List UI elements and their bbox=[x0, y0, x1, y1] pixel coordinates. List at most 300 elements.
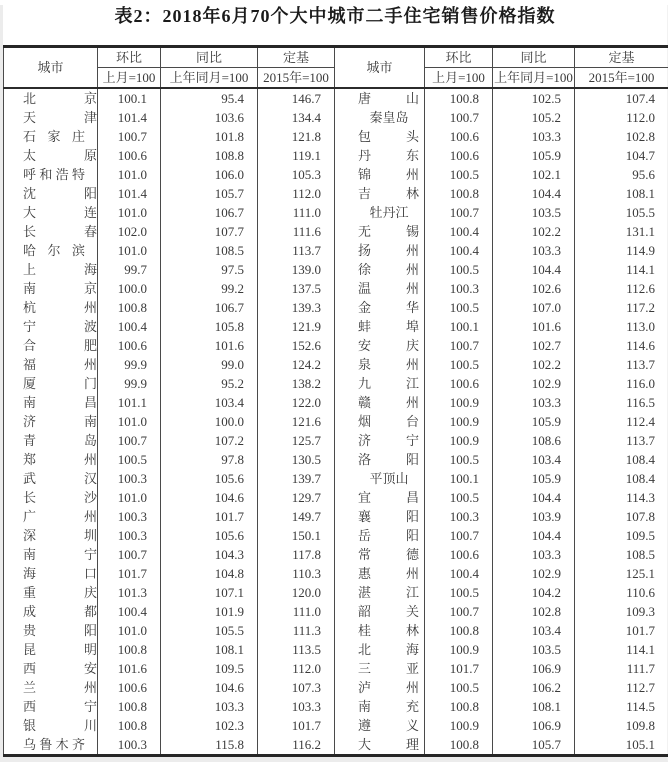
city-name: 唐 山 bbox=[358, 89, 419, 108]
value-cell: 104.2 bbox=[493, 583, 575, 602]
value-cell: 108.1 bbox=[575, 184, 668, 203]
value-cell: 105.9 bbox=[493, 469, 575, 488]
city-cell bbox=[4, 165, 98, 184]
value-cell: 101.1 bbox=[98, 393, 161, 412]
value-cell: 100.1 bbox=[425, 469, 493, 488]
value-cell: 100.8 bbox=[425, 697, 493, 716]
city-name: 西 安 bbox=[23, 659, 97, 678]
table-row bbox=[4, 678, 668, 697]
city-cell bbox=[335, 697, 425, 716]
city-name: 南 宁 bbox=[23, 545, 97, 564]
value-cell: 100.7 bbox=[425, 203, 493, 222]
city-cell bbox=[4, 469, 98, 488]
value-cell: 100.6 bbox=[425, 374, 493, 393]
city-name: 杭 州 bbox=[23, 298, 97, 317]
city-cell bbox=[4, 545, 98, 564]
value-cell: 101.0 bbox=[98, 203, 161, 222]
city-cell bbox=[335, 355, 425, 374]
city-name: 海 口 bbox=[23, 564, 97, 583]
city-name: 赣 州 bbox=[358, 393, 419, 412]
city-cell bbox=[4, 355, 98, 374]
value-cell: 109.5 bbox=[161, 659, 258, 678]
value-cell: 115.8 bbox=[161, 735, 258, 756]
city-cell bbox=[4, 507, 98, 526]
value-cell: 130.5 bbox=[258, 450, 335, 469]
value-cell: 139.0 bbox=[258, 260, 335, 279]
value-cell: 100.8 bbox=[98, 716, 161, 735]
city-name: 包 头 bbox=[358, 127, 419, 146]
city-name: 常 德 bbox=[358, 545, 419, 564]
value-cell: 113.7 bbox=[258, 241, 335, 260]
city-cell bbox=[335, 450, 425, 469]
city-cell bbox=[335, 393, 425, 412]
city-name: 蚌 埠 bbox=[358, 317, 419, 336]
value-cell: 107.1 bbox=[161, 583, 258, 602]
table-row bbox=[4, 526, 668, 545]
table-row bbox=[4, 355, 668, 374]
value-cell: 100.5 bbox=[425, 298, 493, 317]
value-cell: 108.5 bbox=[575, 545, 668, 564]
value-cell: 100.1 bbox=[98, 88, 161, 108]
city-cell bbox=[335, 564, 425, 583]
value-cell: 101.0 bbox=[98, 165, 161, 184]
city-cell bbox=[335, 507, 425, 526]
value-cell: 105.6 bbox=[161, 526, 258, 545]
value-cell: 102.2 bbox=[493, 222, 575, 241]
value-cell: 100.9 bbox=[425, 412, 493, 431]
city-name: 三 亚 bbox=[358, 659, 419, 678]
value-cell: 107.2 bbox=[161, 431, 258, 450]
city-cell bbox=[4, 412, 98, 431]
city-cell bbox=[335, 184, 425, 203]
table-row bbox=[4, 336, 668, 355]
value-cell: 109.8 bbox=[575, 716, 668, 735]
city-name: 泉 州 bbox=[358, 355, 419, 374]
value-cell: 101.6 bbox=[493, 317, 575, 336]
value-cell: 102.8 bbox=[493, 602, 575, 621]
city-name: 沈 阳 bbox=[23, 184, 97, 203]
city-name: 重 庆 bbox=[23, 583, 97, 602]
value-cell: 111.7 bbox=[575, 659, 668, 678]
value-cell: 105.3 bbox=[258, 165, 335, 184]
city-name: 九 江 bbox=[358, 374, 419, 393]
value-cell: 108.5 bbox=[161, 241, 258, 260]
header-mom-right: 环比 bbox=[425, 47, 493, 68]
value-cell: 100.3 bbox=[98, 735, 161, 756]
value-cell: 116.5 bbox=[575, 393, 668, 412]
value-cell: 100.7 bbox=[98, 545, 161, 564]
table-row bbox=[4, 393, 668, 412]
city-name: 湛 江 bbox=[358, 583, 419, 602]
value-cell: 106.7 bbox=[161, 298, 258, 317]
value-cell: 101.4 bbox=[98, 184, 161, 203]
city-cell bbox=[335, 735, 425, 756]
value-cell: 99.0 bbox=[161, 355, 258, 374]
city-cell bbox=[4, 298, 98, 317]
value-cell: 100.6 bbox=[425, 127, 493, 146]
value-cell: 100.4 bbox=[425, 564, 493, 583]
table-row bbox=[4, 146, 668, 165]
value-cell: 101.8 bbox=[161, 127, 258, 146]
value-cell: 100.9 bbox=[425, 431, 493, 450]
city-cell bbox=[335, 374, 425, 393]
value-cell: 103.5 bbox=[493, 640, 575, 659]
value-cell: 100.5 bbox=[425, 260, 493, 279]
city-cell bbox=[335, 526, 425, 545]
city-name: 牡 丹 江 bbox=[358, 203, 420, 222]
city-cell bbox=[4, 602, 98, 621]
value-cell: 100.6 bbox=[98, 336, 161, 355]
value-cell: 102.6 bbox=[493, 279, 575, 298]
value-cell: 100.3 bbox=[425, 279, 493, 298]
value-cell: 100.5 bbox=[425, 488, 493, 507]
city-cell bbox=[335, 583, 425, 602]
value-cell: 105.6 bbox=[161, 469, 258, 488]
page-title: 表2：2018年6月70个大中城市二手住宅销售价格指数 bbox=[3, 5, 667, 27]
city-cell bbox=[4, 431, 98, 450]
city-cell bbox=[335, 203, 425, 222]
value-cell: 104.7 bbox=[575, 146, 668, 165]
city-name: 安 庆 bbox=[358, 336, 419, 355]
value-cell: 112.4 bbox=[575, 412, 668, 431]
value-cell: 104.4 bbox=[493, 526, 575, 545]
value-cell: 105.9 bbox=[493, 146, 575, 165]
value-cell: 110.6 bbox=[575, 583, 668, 602]
city-name: 深 圳 bbox=[23, 526, 97, 545]
value-cell: 104.8 bbox=[161, 564, 258, 583]
city-name: 石 家 庄 bbox=[23, 127, 85, 146]
value-cell: 111.3 bbox=[258, 621, 335, 640]
value-cell: 110.3 bbox=[258, 564, 335, 583]
value-cell: 117.8 bbox=[258, 545, 335, 564]
table-row bbox=[4, 450, 668, 469]
city-name: 大 连 bbox=[23, 203, 97, 222]
city-cell bbox=[335, 602, 425, 621]
value-cell: 105.2 bbox=[493, 108, 575, 127]
header-fixed-base-left: 2015年=100 bbox=[258, 68, 335, 89]
value-cell: 101.7 bbox=[258, 716, 335, 735]
value-cell: 108.1 bbox=[161, 640, 258, 659]
value-cell: 101.4 bbox=[98, 108, 161, 127]
city-name: 温 州 bbox=[358, 279, 419, 298]
value-cell: 100.8 bbox=[425, 735, 493, 756]
value-cell: 105.5 bbox=[575, 203, 668, 222]
value-cell: 114.1 bbox=[575, 640, 668, 659]
city-name: 合 肥 bbox=[23, 336, 97, 355]
city-name: 韶 关 bbox=[358, 602, 419, 621]
header-mom-base-right: 上月=100 bbox=[425, 68, 493, 89]
value-cell: 100.9 bbox=[425, 716, 493, 735]
value-cell: 100.6 bbox=[425, 146, 493, 165]
value-cell: 139.7 bbox=[258, 469, 335, 488]
value-cell: 97.5 bbox=[161, 260, 258, 279]
value-cell: 107.4 bbox=[575, 88, 668, 108]
table-row bbox=[4, 488, 668, 507]
city-name: 南 昌 bbox=[23, 393, 97, 412]
city-cell bbox=[4, 393, 98, 412]
city-name: 平 顶 山 bbox=[358, 469, 420, 488]
table-row bbox=[4, 564, 668, 583]
value-cell: 108.8 bbox=[161, 146, 258, 165]
value-cell: 101.7 bbox=[425, 659, 493, 678]
city-cell bbox=[335, 298, 425, 317]
value-cell: 101.7 bbox=[161, 507, 258, 526]
value-cell: 102.8 bbox=[575, 127, 668, 146]
value-cell: 112.0 bbox=[575, 108, 668, 127]
value-cell: 105.8 bbox=[161, 317, 258, 336]
value-cell: 107.7 bbox=[161, 222, 258, 241]
value-cell: 104.4 bbox=[493, 260, 575, 279]
value-cell: 100.5 bbox=[425, 450, 493, 469]
value-cell: 120.0 bbox=[258, 583, 335, 602]
value-cell: 102.5 bbox=[493, 88, 575, 108]
value-cell: 152.6 bbox=[258, 336, 335, 355]
value-cell: 113.0 bbox=[575, 317, 668, 336]
city-name: 南 充 bbox=[358, 697, 419, 716]
header-yoy-right: 同比 bbox=[493, 47, 575, 68]
city-name: 南 京 bbox=[23, 279, 97, 298]
value-cell: 101.6 bbox=[161, 336, 258, 355]
value-cell: 106.0 bbox=[161, 165, 258, 184]
city-cell bbox=[335, 431, 425, 450]
value-cell: 114.9 bbox=[575, 241, 668, 260]
value-cell: 138.2 bbox=[258, 374, 335, 393]
city-cell bbox=[4, 678, 98, 697]
city-cell bbox=[335, 545, 425, 564]
value-cell: 100.6 bbox=[98, 678, 161, 697]
value-cell: 100.4 bbox=[425, 241, 493, 260]
value-cell: 99.9 bbox=[98, 355, 161, 374]
city-name: 扬 州 bbox=[358, 241, 419, 260]
value-cell: 106.7 bbox=[161, 203, 258, 222]
value-cell: 125.7 bbox=[258, 431, 335, 450]
value-cell: 100.0 bbox=[98, 279, 161, 298]
value-cell: 100.5 bbox=[98, 450, 161, 469]
table-row bbox=[4, 507, 668, 526]
city-cell bbox=[335, 659, 425, 678]
value-cell: 111.0 bbox=[258, 602, 335, 621]
header-yoy-base-right: 上年同月=100 bbox=[493, 68, 575, 89]
city-name: 贵 阳 bbox=[23, 621, 97, 640]
city-name: 泸 州 bbox=[358, 678, 419, 697]
header-fixed-base-right: 2015年=100 bbox=[575, 68, 668, 89]
value-cell: 114.1 bbox=[575, 260, 668, 279]
value-cell: 100.9 bbox=[425, 640, 493, 659]
city-name: 长 春 bbox=[23, 222, 97, 241]
value-cell: 108.4 bbox=[575, 450, 668, 469]
value-cell: 103.3 bbox=[161, 697, 258, 716]
value-cell: 100.8 bbox=[98, 697, 161, 716]
value-cell: 149.7 bbox=[258, 507, 335, 526]
value-cell: 105.7 bbox=[161, 184, 258, 203]
value-cell: 101.0 bbox=[98, 621, 161, 640]
table-row bbox=[4, 412, 668, 431]
value-cell: 113.7 bbox=[575, 355, 668, 374]
city-cell bbox=[4, 260, 98, 279]
value-cell: 103.3 bbox=[258, 697, 335, 716]
value-cell: 103.4 bbox=[161, 393, 258, 412]
value-cell: 105.9 bbox=[493, 412, 575, 431]
table-row bbox=[4, 602, 668, 621]
value-cell: 108.1 bbox=[493, 697, 575, 716]
value-cell: 100.5 bbox=[425, 355, 493, 374]
table-row bbox=[4, 469, 668, 488]
table-row bbox=[4, 184, 668, 203]
city-cell bbox=[4, 640, 98, 659]
city-name: 金 华 bbox=[358, 298, 419, 317]
city-cell bbox=[335, 336, 425, 355]
value-cell: 101.0 bbox=[98, 241, 161, 260]
value-cell: 106.9 bbox=[493, 659, 575, 678]
table-header bbox=[4, 47, 668, 89]
value-cell: 100.5 bbox=[425, 583, 493, 602]
value-cell: 100.1 bbox=[425, 317, 493, 336]
value-cell: 103.6 bbox=[161, 108, 258, 127]
value-cell: 102.9 bbox=[493, 564, 575, 583]
value-cell: 139.3 bbox=[258, 298, 335, 317]
value-cell: 100.8 bbox=[98, 298, 161, 317]
table-row bbox=[4, 279, 668, 298]
value-cell: 100.9 bbox=[425, 393, 493, 412]
city-name: 太 原 bbox=[23, 146, 97, 165]
city-name: 北 海 bbox=[358, 640, 419, 659]
city-name: 丹 东 bbox=[358, 146, 419, 165]
city-cell bbox=[335, 412, 425, 431]
value-cell: 106.2 bbox=[493, 678, 575, 697]
value-cell: 104.4 bbox=[493, 184, 575, 203]
value-cell: 100.7 bbox=[425, 108, 493, 127]
city-cell bbox=[4, 279, 98, 298]
table-row bbox=[4, 260, 668, 279]
value-cell: 124.2 bbox=[258, 355, 335, 374]
value-cell: 104.6 bbox=[161, 678, 258, 697]
value-cell: 95.2 bbox=[161, 374, 258, 393]
city-cell bbox=[4, 146, 98, 165]
city-cell bbox=[335, 108, 425, 127]
city-cell bbox=[335, 621, 425, 640]
value-cell: 97.8 bbox=[161, 450, 258, 469]
table-row bbox=[4, 317, 668, 336]
city-cell bbox=[335, 127, 425, 146]
city-cell bbox=[335, 146, 425, 165]
city-cell bbox=[4, 450, 98, 469]
city-cell bbox=[335, 678, 425, 697]
header-fixed-left: 定基 bbox=[258, 47, 335, 68]
value-cell: 105.7 bbox=[493, 735, 575, 756]
city-name: 岳 阳 bbox=[358, 526, 419, 545]
value-cell: 116.2 bbox=[258, 735, 335, 756]
table-row bbox=[4, 640, 668, 659]
value-cell: 146.7 bbox=[258, 88, 335, 108]
value-cell: 108.4 bbox=[575, 469, 668, 488]
city-name: 青 岛 bbox=[23, 431, 97, 450]
value-cell: 112.6 bbox=[575, 279, 668, 298]
value-cell: 100.3 bbox=[98, 507, 161, 526]
value-cell: 102.3 bbox=[161, 716, 258, 735]
city-cell bbox=[335, 88, 425, 108]
value-cell: 108.6 bbox=[493, 431, 575, 450]
city-name: 济 南 bbox=[23, 412, 97, 431]
value-cell: 95.4 bbox=[161, 88, 258, 108]
header-city-left: 城市 bbox=[4, 47, 98, 89]
city-cell bbox=[4, 127, 98, 146]
city-cell bbox=[4, 697, 98, 716]
header-mom-left: 环比 bbox=[98, 47, 161, 68]
city-name: 长 沙 bbox=[23, 488, 97, 507]
city-name: 遵 义 bbox=[358, 716, 419, 735]
value-cell: 103.4 bbox=[493, 621, 575, 640]
value-cell: 100.6 bbox=[425, 545, 493, 564]
value-cell: 102.7 bbox=[493, 336, 575, 355]
value-cell: 101.3 bbox=[98, 583, 161, 602]
value-cell: 109.3 bbox=[575, 602, 668, 621]
value-cell: 103.4 bbox=[493, 450, 575, 469]
value-cell: 100.6 bbox=[98, 146, 161, 165]
city-name: 无 锡 bbox=[358, 222, 419, 241]
city-cell bbox=[4, 564, 98, 583]
city-name: 呼 和 浩 特 bbox=[23, 165, 85, 184]
value-cell: 101.7 bbox=[575, 621, 668, 640]
value-cell: 100.4 bbox=[98, 317, 161, 336]
value-cell: 100.7 bbox=[425, 602, 493, 621]
city-name: 宁 波 bbox=[23, 317, 97, 336]
value-cell: 129.7 bbox=[258, 488, 335, 507]
city-cell bbox=[335, 716, 425, 735]
table-row bbox=[4, 203, 668, 222]
city-cell bbox=[335, 260, 425, 279]
value-cell: 100.3 bbox=[98, 526, 161, 545]
value-cell: 121.9 bbox=[258, 317, 335, 336]
value-cell: 100.8 bbox=[425, 88, 493, 108]
value-cell: 104.6 bbox=[161, 488, 258, 507]
value-cell: 114.5 bbox=[575, 697, 668, 716]
value-cell: 104.4 bbox=[493, 488, 575, 507]
table-row bbox=[4, 222, 668, 241]
city-cell bbox=[4, 583, 98, 602]
price-index-table bbox=[3, 45, 668, 757]
city-name: 惠 州 bbox=[358, 564, 419, 583]
city-name: 银 川 bbox=[23, 716, 97, 735]
header-city-right: 城市 bbox=[335, 47, 425, 89]
value-cell: 100.3 bbox=[425, 507, 493, 526]
city-name: 济 宁 bbox=[358, 431, 419, 450]
city-name: 武 汉 bbox=[23, 469, 97, 488]
table-row bbox=[4, 241, 668, 260]
value-cell: 100.7 bbox=[425, 526, 493, 545]
city-cell bbox=[4, 336, 98, 355]
city-cell bbox=[4, 716, 98, 735]
value-cell: 100.8 bbox=[425, 184, 493, 203]
value-cell: 103.3 bbox=[493, 545, 575, 564]
value-cell: 99.2 bbox=[161, 279, 258, 298]
value-cell: 103.5 bbox=[493, 203, 575, 222]
value-cell: 105.5 bbox=[161, 621, 258, 640]
city-cell bbox=[335, 165, 425, 184]
header-row-1 bbox=[4, 47, 668, 68]
value-cell: 134.4 bbox=[258, 108, 335, 127]
value-cell: 103.3 bbox=[493, 127, 575, 146]
city-cell bbox=[4, 108, 98, 127]
value-cell: 106.9 bbox=[493, 716, 575, 735]
value-cell: 125.1 bbox=[575, 564, 668, 583]
city-name: 成 都 bbox=[23, 602, 97, 621]
city-cell bbox=[4, 526, 98, 545]
table-row bbox=[4, 697, 668, 716]
value-cell: 114.6 bbox=[575, 336, 668, 355]
city-cell bbox=[4, 659, 98, 678]
table-body bbox=[4, 88, 668, 756]
value-cell: 117.2 bbox=[575, 298, 668, 317]
